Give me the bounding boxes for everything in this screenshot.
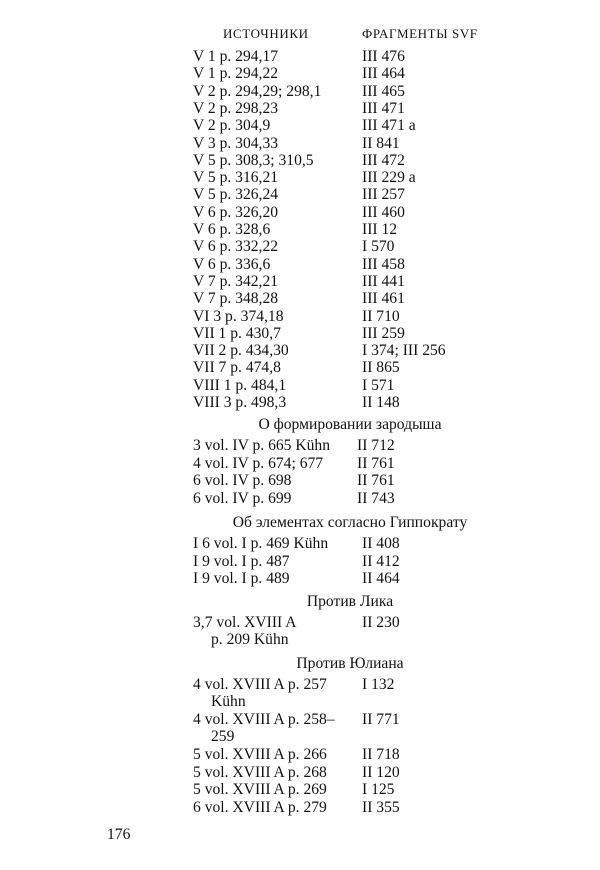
source-cell: Kühn bbox=[211, 693, 246, 710]
fragment-cell: III 458 bbox=[362, 255, 405, 273]
fragment-cell: III 472 bbox=[362, 151, 405, 169]
fragment-cell: III 229 a bbox=[362, 169, 416, 187]
fragment-cell: II 865 bbox=[362, 359, 400, 377]
source-cell: V 5 p. 326,24 bbox=[193, 186, 279, 204]
fragment-cell: III 460 bbox=[362, 203, 405, 221]
source-cell: 6 vol. XVIII A p. 279 bbox=[193, 798, 327, 816]
source-cell: 4 vol. XVIII A p. 257 bbox=[193, 676, 327, 693]
fragment-cell: I 570 bbox=[362, 238, 395, 256]
fragment-cell: I 132 bbox=[362, 676, 395, 693]
fragment-cell: III 441 bbox=[362, 272, 405, 290]
source-cell: VII 7 p. 474,8 bbox=[193, 359, 281, 377]
source-cell: 5 vol. XVIII A p. 266 bbox=[193, 746, 327, 763]
source-cell: 6 vol. IV p. 699 bbox=[193, 489, 292, 507]
source-cell: V 1 p. 294,22 bbox=[193, 65, 279, 83]
source-cell: V 2 p. 298,23 bbox=[193, 99, 279, 117]
section-title-elements: Об элементах согласно Гиппократу bbox=[232, 514, 468, 531]
source-cell: VIII 1 p. 484,1 bbox=[193, 376, 287, 394]
fragment-cell: I 571 bbox=[362, 376, 395, 394]
source-cell: V 7 p. 348,28 bbox=[193, 290, 279, 308]
source-cell: V 6 p. 332,22 bbox=[193, 238, 279, 256]
fragment-cell: II 355 bbox=[362, 798, 400, 816]
fragment-cell: II 710 bbox=[362, 307, 400, 325]
source-cell: 3 vol. IV p. 665 Kühn bbox=[193, 437, 331, 454]
fragment-cell: III 461 bbox=[362, 290, 405, 308]
fragment-cell: I 374; III 256 bbox=[362, 342, 446, 360]
source-cell: 5 vol. XVIII A p. 268 bbox=[193, 763, 327, 781]
section-title-lycus: Против Лика bbox=[306, 593, 394, 610]
section-title-julian: Против Юлиана bbox=[296, 655, 404, 672]
fragment-cell: III 259 bbox=[362, 324, 405, 342]
fragment-cell: II 464 bbox=[362, 570, 400, 587]
source-cell: VIII 3 p. 498,3 bbox=[193, 394, 287, 411]
source-cell: V 3 p. 304,33 bbox=[193, 134, 279, 152]
source-cell: 4 vol. IV p. 674; 677 bbox=[193, 454, 324, 472]
source-cell: V 6 p. 328,6 bbox=[193, 221, 271, 238]
fragment-cell: II 712 bbox=[357, 437, 395, 454]
source-cell: 4 vol. XVIII A p. 258– bbox=[193, 711, 335, 728]
section-title-embryo: О формировании зародыша bbox=[258, 416, 442, 433]
source-cell: V 2 p. 294,29; 298,1 bbox=[193, 82, 322, 100]
source-cell: V 1 p. 294,17 bbox=[193, 48, 279, 65]
source-cell: 6 vol. IV p. 698 bbox=[193, 472, 292, 489]
fragment-cell: III 464 bbox=[362, 65, 405, 83]
source-cell: I 6 vol. I p. 469 Kühn bbox=[193, 535, 329, 552]
header-fragments: ФРАГМЕНТЫ SVF bbox=[362, 26, 478, 41]
source-cell: p. 209 Kühn bbox=[211, 631, 289, 648]
fragment-cell: II 743 bbox=[357, 489, 395, 507]
fragment-cell: III 257 bbox=[362, 186, 405, 204]
fragment-cell: II 230 bbox=[362, 614, 400, 631]
fragment-cell: II 120 bbox=[362, 763, 400, 781]
source-cell: V 7 p. 342,21 bbox=[193, 272, 279, 290]
source-cell: I 9 vol. I p. 487 bbox=[193, 552, 290, 570]
source-cell: VI 3 p. 374,18 bbox=[193, 307, 284, 325]
fragment-cell: III 465 bbox=[362, 82, 405, 100]
fragment-cell: II 771 bbox=[362, 711, 400, 728]
source-cell: 5 vol. XVIII A p. 269 bbox=[193, 781, 327, 798]
fragment-cell: II 412 bbox=[362, 552, 400, 570]
fragment-cell: I 125 bbox=[362, 781, 395, 798]
page-number: 176 bbox=[107, 826, 131, 843]
fragment-cell: II 761 bbox=[357, 454, 395, 472]
fragment-cell: II 148 bbox=[362, 394, 400, 411]
source-cell: V 5 p. 308,3; 310,5 bbox=[193, 151, 314, 169]
source-cell: V 6 p. 336,6 bbox=[193, 255, 271, 273]
source-cell: V 6 p. 326,20 bbox=[193, 203, 279, 221]
fragment-cell: III 471 a bbox=[362, 117, 416, 135]
fragment-cell: II 718 bbox=[362, 746, 400, 763]
source-cell: V 5 p. 316,21 bbox=[193, 169, 279, 187]
source-cell: 259 bbox=[211, 728, 235, 745]
fragment-cell: III 12 bbox=[362, 221, 398, 238]
fragment-cell: II 761 bbox=[357, 472, 395, 489]
fragment-cell: III 476 bbox=[362, 48, 405, 65]
header-sources: ИСТОЧНИКИ bbox=[223, 26, 309, 41]
source-cell: VII 1 p. 430,7 bbox=[193, 324, 281, 342]
fragment-cell: II 408 bbox=[362, 535, 400, 552]
source-cell: VII 2 p. 434,30 bbox=[193, 342, 289, 360]
fragment-cell: II 841 bbox=[362, 134, 400, 152]
source-cell: V 2 p. 304,9 bbox=[193, 117, 271, 135]
fragment-cell: III 471 bbox=[362, 99, 405, 117]
source-cell: 3,7 vol. XVIII A bbox=[193, 614, 297, 631]
source-cell: I 9 vol. I p. 489 bbox=[193, 570, 290, 587]
